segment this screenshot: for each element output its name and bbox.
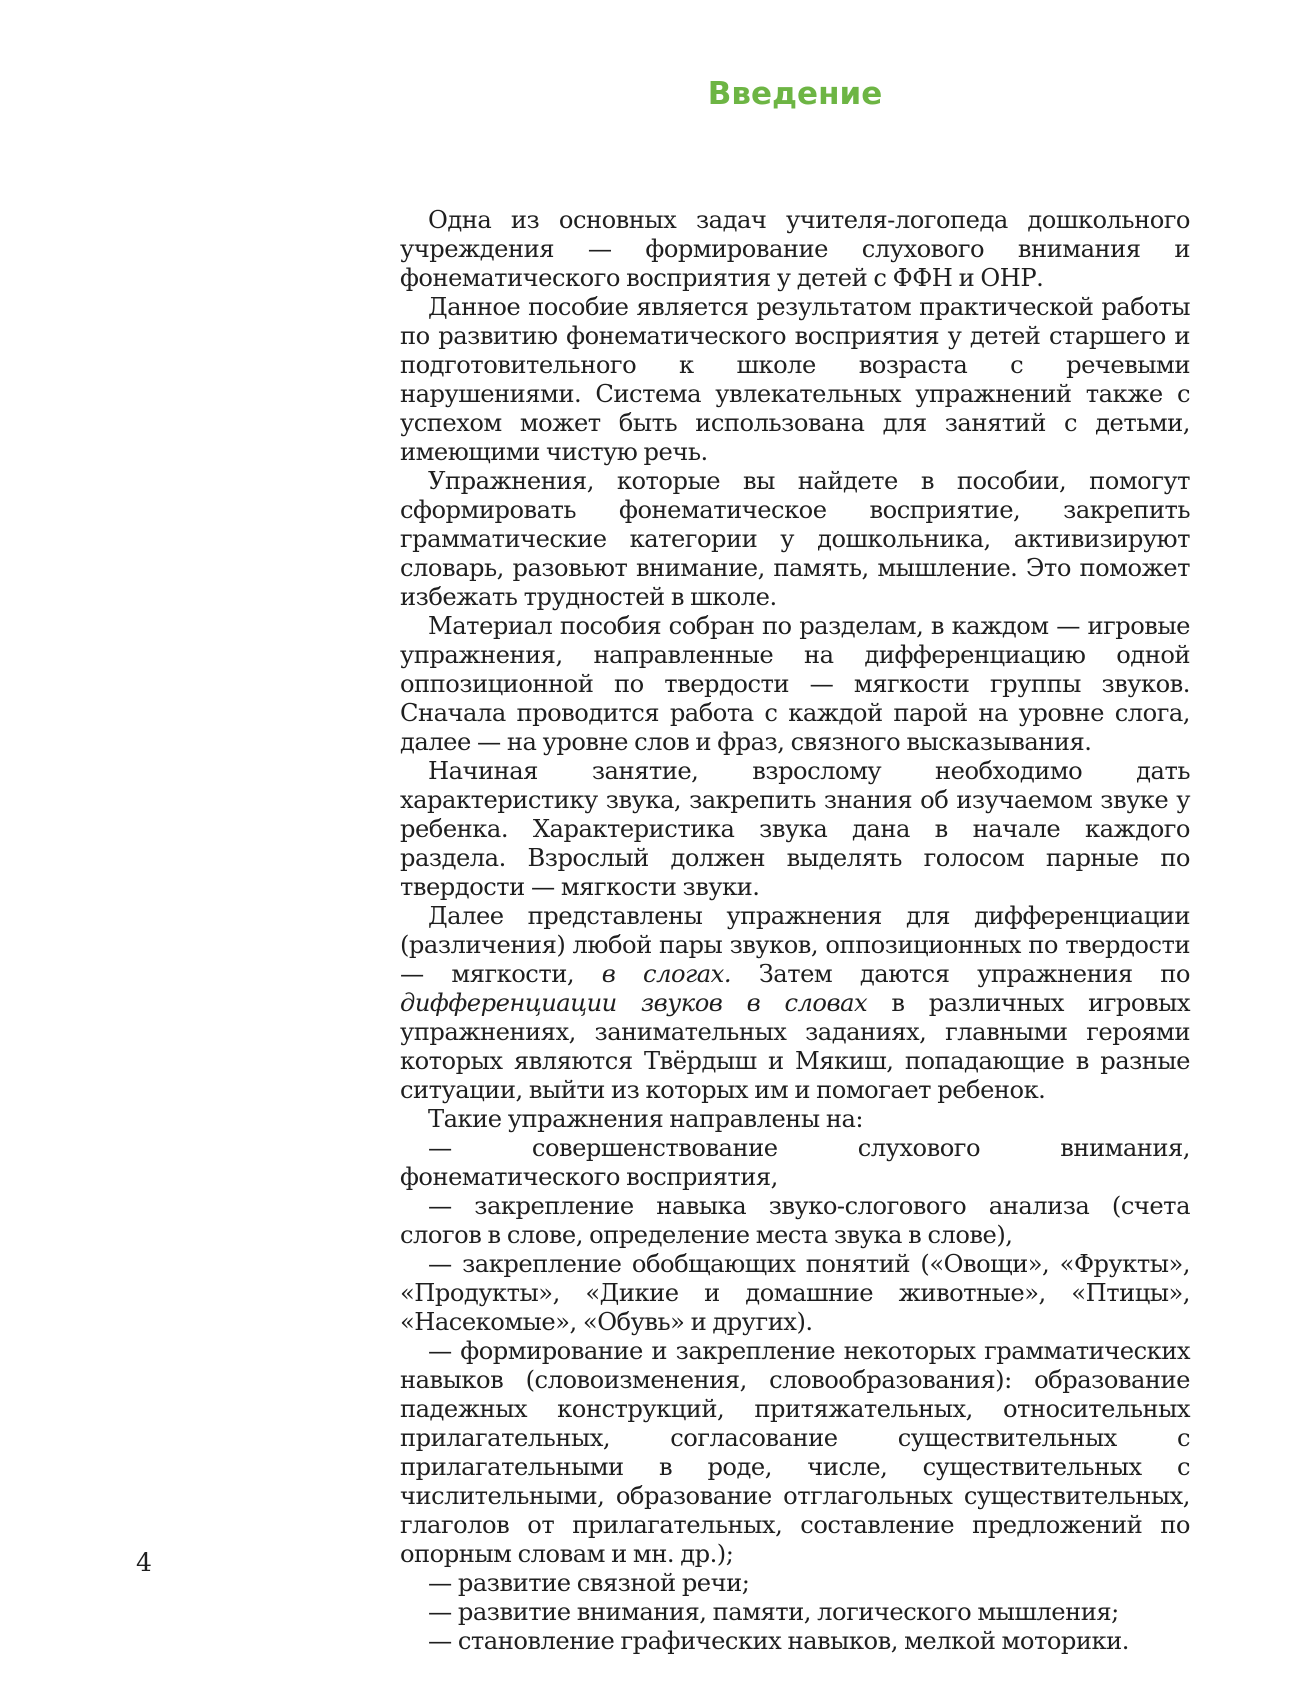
paragraph: Материал пособия собран по разделам, в каждом — игровые упражнения, направленные на дифференциацию одной оппозиционной по твердости — мягкости группы звуков. Сначала проводится работа с каждой парой на уровне слога, далее — на уровне слов и фраз, связного высказывания.: [400, 612, 1190, 756]
paragraph: Начиная занятие, взрослому необходимо дать характеристику звука, закрепить знания об изучаемом звуке у ребенка. Характеристика звука дана в начале каждого раздела. Взрослый должен выделять голосом парные по твердости — мягкости звуки.: [400, 757, 1190, 901]
body-text: [400, 206, 1190, 1656]
paragraph: Данное пособие является результатом практической работы по развитию фонематического восприятия у детей старшего и подготовительного к школе возраста с речевыми нарушениями. Система увлекательных упражнений также с успехом может быть использована для занятий с детьми, имеющими чистую речь.: [400, 293, 1190, 466]
paragraph-with-emphasis: [400, 902, 1190, 1105]
page-title: Введение: [707, 76, 883, 112]
text-run: Далее представлены упражнения для дифференциации (различения) любой пары звуков, оппозиционных по твердости — мягкости,: [400, 902, 1190, 988]
list-item: — закрепление навыка звуко-слогового анализа (счета слогов в слове, определение места звука в слове),: [400, 1192, 1190, 1249]
text-run: в различных игровых упражнениях, занимательных заданиях, главными героями которых являются Твёрдыш и Мякиш, попадающие в разные ситуации, выйти из которых им и помогает ребенок.: [400, 989, 1190, 1104]
list-item: — формирование и закрепление некоторых грамматических навыков (словоизменения, словообразования): образование падежных конструкций, притяжательных, относительных прилагательных, согласование существительных с прилагательными в роде, числе, существительных с числительными, образование отглагольных существительных, глаголов от прилагательных, составление предложений по опорным словам и мн. др.);: [400, 1337, 1190, 1568]
paragraph: Одна из основных задач учителя-логопеда дошкольного учреждения — формирование слухового внимания и фонематического восприятия у детей с ФФН и ОНР.: [400, 206, 1190, 292]
text-run: Затем даются упражнения по: [758, 960, 1190, 988]
paragraph: Упражнения, которые вы найдете в пособии, помогут сформировать фонематическое восприятие, закрепить грамматические категории у дошкольника, активизируют словарь, разовьют внимание, память, мышление. Это поможет избежать трудностей в школе.: [400, 467, 1190, 611]
list-item: — становление графических навыков, мелкой моторики.: [428, 1627, 1129, 1655]
list-item: — совершенствование слухового внимания, фонематического восприятия,: [400, 1134, 1190, 1191]
list-item: — развитие связной речи;: [428, 1569, 750, 1597]
list-item: — развитие внимания, памяти, логического мышления;: [428, 1598, 1119, 1626]
paragraph: Такие упражнения направлены на:: [428, 1105, 864, 1133]
emphasis-in-syllables: в слогах.: [601, 960, 732, 988]
page-number: 4: [136, 1548, 152, 1577]
list-item: — закрепление обобщающих понятий («Овощи», «Фрукты», «Продукты», «Дикие и домашние животные», «Птицы», «Насекомые», «Обувь» и других).: [400, 1250, 1190, 1336]
emphasis-in-words: дифференциации звуков в словах: [400, 989, 868, 1017]
